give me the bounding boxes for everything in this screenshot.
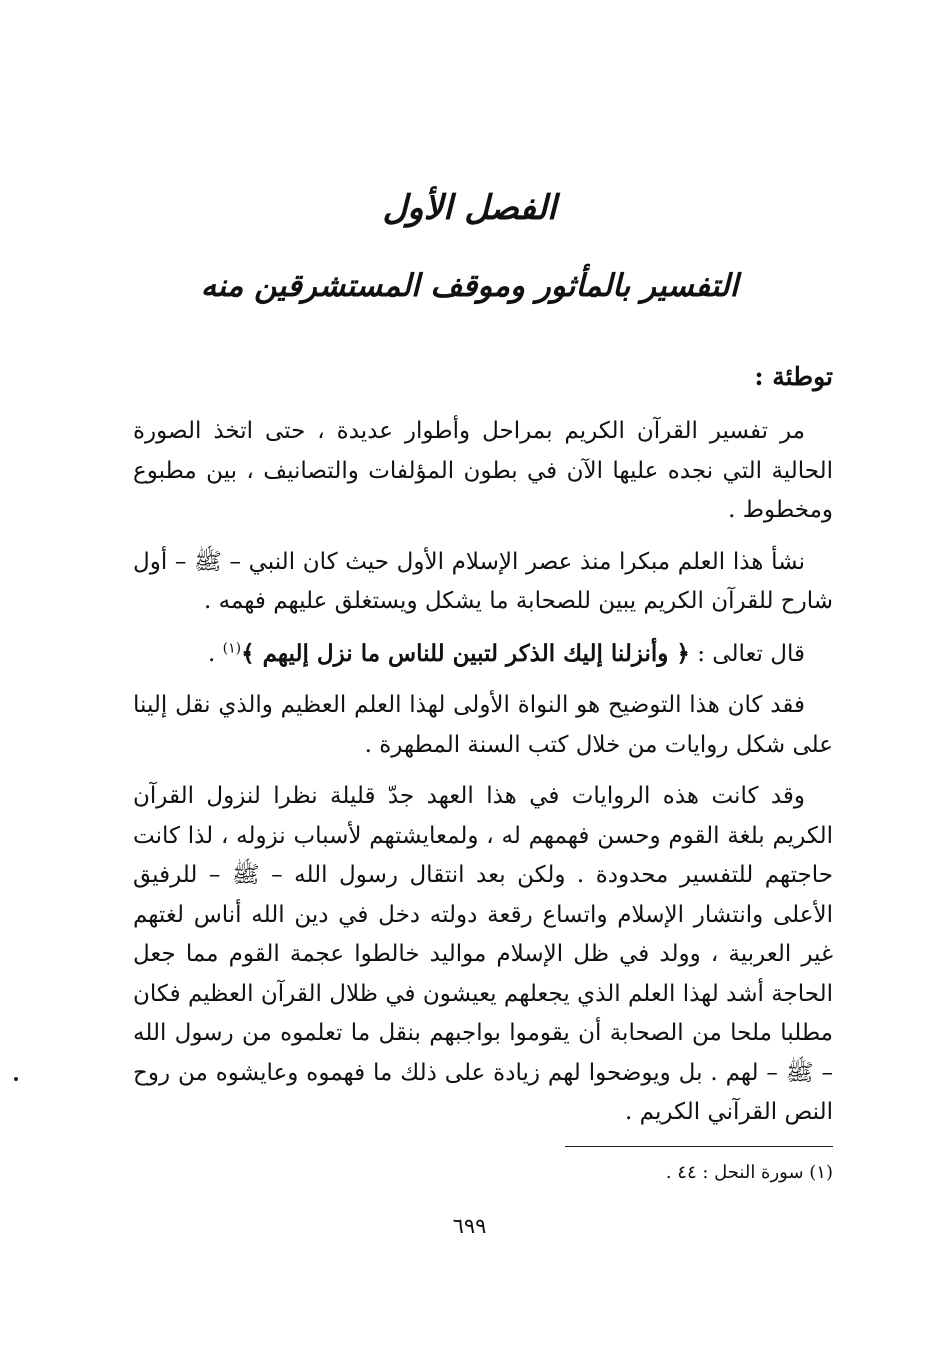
verse-intro: قال تعالى : [697,640,805,667]
chapter-subtitle: التفسير بالمأثور وموقف المستشرقين منه [200,268,739,304]
body-text [133,412,833,1133]
section-heading: توطئة : [754,362,833,391]
quran-verse: ﴿ وأنزلنا إليك الذكر لتبين للناس ما نزل إليهم ﴾ [241,639,690,667]
footnote-divider [565,1146,833,1147]
paragraph-2: نشأ هذا العلم مبكرا منذ عصر الإسلام الأول حيث كان النبي – ﷺ – أول شارح للقرآن الكريم يبين للصحابة ما يشكل ويستغلق عليهم فهمه . [133,548,833,614]
footnote: (١) سورة النحل : ٤٤ . [665,1162,833,1183]
paragraph-4: وقد كانت هذه الروايات في هذا العهد جدّ قليلة نظرا لنزول القرآن الكريم بلغة القوم وحسن فهمهم له ، ولمعايشتهم لأسباب نزوله ، لذا كانت حاجتهم للتفسير محدودة . ولكن بعد انتقال رسول الله – ﷺ – للرفيق الأعلى وانتشار الإسلام واتساع رقعة دولته دخل في دين الله أناس لغتهم غير العربية ، وولد في ظل الإسلام مواليد خالطوا عجمة القوم مما جعل الحاجة أشد لهذا العلم الذي يجعلهم يعيشون في ظلال القرآن العظيم فكان مطلبا ملحا من الصحابة أن يقوموا بواجبهم بنقل ما تعلموه من رسول الله – ﷺ – لهم . بل ويوضحوا لهم زيادة على ذلك ما فهموه وعايشوه من روح النص القرآني الكريم . [133,783,833,1125]
verse-end: . [208,640,216,667]
paragraph-1: مر تفسير القرآن الكريم بمراحل وأطوار عديدة ، حتى اتخذ الصورة الحالية التي نجده عليها الآن في بطون المؤلفات والتصانيف ، بين مطبوع ومخطوط . [133,418,833,523]
scan-speck [14,1077,18,1081]
paragraph-3: فقد كان هذا التوضيح هو النواة الأولى لهذا العلم العظيم والذي نقل إلينا على شكل روايات من خلال كتب السنة المطهرة . [133,692,833,758]
page-number: ٦٩٩ [452,1214,487,1238]
verse-paragraph [133,634,833,675]
footnote-marker: (١) [222,639,242,656]
chapter-title: الفصل الأول [382,188,557,228]
